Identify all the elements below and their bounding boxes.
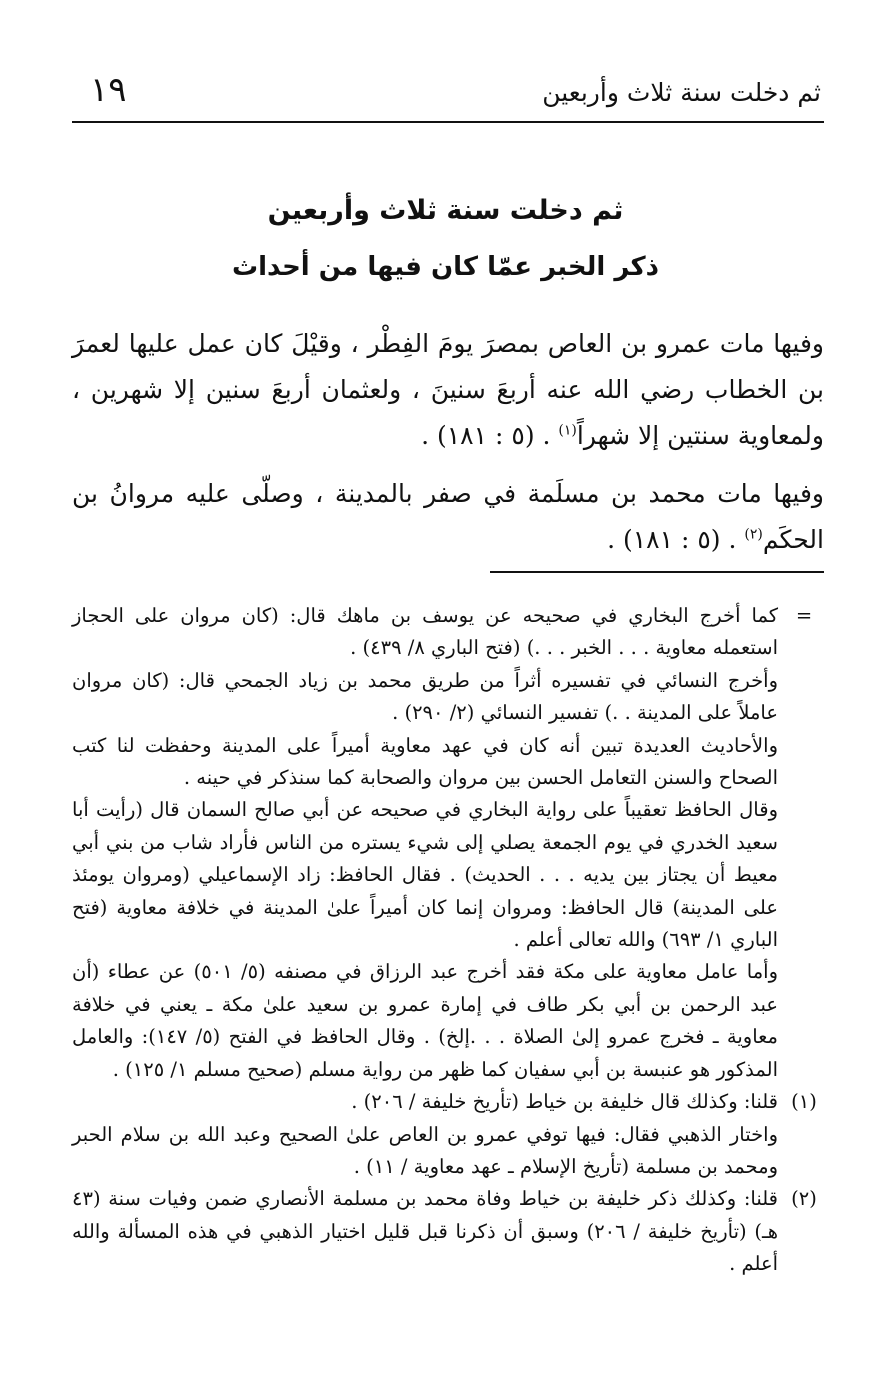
footnote-continuation-line xyxy=(72,600,824,665)
footnote-1-marker: (١) xyxy=(791,1090,817,1114)
running-title: ثم دخلت سنة ثلاث وأربعين xyxy=(542,78,821,107)
paragraph-2-text: وفيها مات محمد بن مسلَمة في صفر بالمدينة ، وصلّى عليه مروانُ بن الحكَم xyxy=(72,479,824,554)
footnote-line: قلنا: وكذلك قال خليفة بن خياط (تأريخ خليفة / ٢٠٦) . xyxy=(351,1090,778,1114)
footnote-continuation-line xyxy=(72,956,824,1086)
page-number: ١٩ xyxy=(90,70,127,110)
footnote-line: كما أخرج البخاري في صحيحه عن يوسف بن ماهك قال: (كان مروان على الحجاز استعمله معاوية . . . الخبر . . .) (فتح الباري ٨/ ٤٣٩) . xyxy=(72,604,778,660)
footnote-2 xyxy=(72,1183,824,1280)
footnote-line: واختار الذهبي فقال: فيها توفي عمرو بن العاص علىٰ الصحيح وعبد الله بن سلام الحبر ومحمد بن مسلمة (تأريخ الإسلام ـ عهد معاوية / ١١) . xyxy=(72,1122,778,1178)
paragraph-1-text: وفيها مات عمرو بن العاص بمصرَ يومَ الفِطْر ، وقيْلَ كان عمل عليها لعمرَ بن الخطاب رضي الله عنه أربعَ سنينَ ، ولعثمان أربعَ سنين إلا شهرين ، ولمعاوية سنتين إلا شهراً xyxy=(72,329,824,450)
footnote-1-extra xyxy=(72,1119,824,1184)
continuation-marker: = xyxy=(795,604,813,627)
footnote-separator xyxy=(490,571,824,573)
footnote-line: والأحاديث العديدة تبين أنه كان في عهد معاوية أميراً على المدينة وحفظت لنا كتب الصحاح والسنن التعامل الحسن بين مروان والصحابة كما سنذكر في حينه . xyxy=(72,733,778,790)
footnote-continuation-line xyxy=(72,665,824,730)
footnote-continuation-line xyxy=(72,794,824,956)
paragraph-2 xyxy=(72,471,824,563)
footnote-ref-1: (١) xyxy=(558,422,577,439)
footnote-2-marker: (٢) xyxy=(791,1187,817,1211)
chapter-title: ثم دخلت سنة ثلاث وأربعين xyxy=(267,195,624,226)
footnote-ref-2: (٢) xyxy=(744,526,763,543)
header-rule xyxy=(72,121,824,123)
footnote-line: قلنا: وكذلك ذكر خليفة بن خياط وفاة محمد بن مسلمة الأنصاري ضمن وفيات سنة (٤٣ هـ) (تأريخ خليفة / ٢٠٦) وسبق أن ذكرنا قبل قليل اختيار الذهبي في هذه المسألة والله أعلم . xyxy=(72,1187,779,1276)
footnote-line: وقال الحافظ تعقيباً على رواية البخاري في صحيحه عن أبي صالح السمان قال (رأيت أبا سعيد الخدري في يوم الجمعة يصلي إلى شيء يستره من الناس فأراد شاب من بني أبي معيط أن يجتاز بين يديه . . . الحديث) . فقال الحافظ: زاد الإسماعيلي (ومروان يومئذ على المدينة) قال الحافظ: ومروان إنما كان أميراً علىٰ المدينة في خلافة معاوية (فتح الباري ١/ ٦٩٣) والله تعالى أعلم . xyxy=(72,798,778,952)
footnote-1 xyxy=(72,1086,824,1118)
paragraph-1 xyxy=(72,321,824,459)
footnotes xyxy=(72,600,824,1281)
footnote-line: وأما عامل معاوية على مكة فقد أخرج عبد الرزاق في مصنفه (٥/ ٥٠١) عن عطاء (أن عبد الرحمن بن أبي بكر طاف في إمارة عمرو بن سعيد علىٰ مكة ـ يعني في خلافة معاوية ـ فخرج عمرو إلىٰ الصلاة . . .إلخ) . وقال الحافظ في الفتح (٥/ ١٤٧): والعامل المذكور هو عنبسة بن أبي سفيان كما ظهر من رواية مسلم (صحيح مسلم ١/ ١٢٥) . xyxy=(72,960,778,1081)
chapter-subtitle: ذكر الخبر عمّا كان فيها من أحداث xyxy=(232,252,659,282)
paragraph-2-citation: . (٥ : ١٨١) . xyxy=(607,525,745,554)
paragraph-1-citation: . (٥ : ١٨١) . xyxy=(421,421,559,450)
footnote-continuation-line xyxy=(72,730,824,795)
footnote-line: وأخرج النسائي في تفسيره أثراً من طريق محمد بن زياد الجمحي قال: (كان مروان عاملاً على المدينة . .) تفسير النسائي (٢/ ٢٩٠) . xyxy=(72,668,778,725)
